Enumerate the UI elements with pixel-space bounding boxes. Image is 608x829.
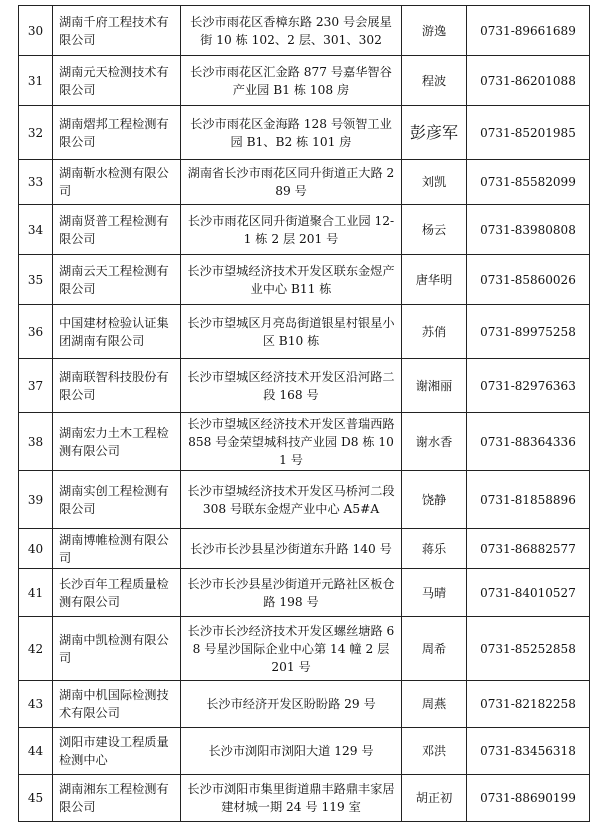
phone-number: 0731-89975258 xyxy=(467,305,590,359)
row-number: 30 xyxy=(19,6,53,56)
contact-person: 游逸 xyxy=(402,6,467,56)
row-number: 35 xyxy=(19,255,53,305)
address: 长沙市雨花区香樟东路 230 号会展星街 10 栋 102、2 层、301、302 xyxy=(181,6,402,56)
table-row xyxy=(19,471,590,529)
phone-number: 0731-86882577 xyxy=(467,529,590,569)
contact-person: 邓洪 xyxy=(402,728,467,775)
row-number: 41 xyxy=(19,569,53,617)
contact-person: 胡正初 xyxy=(402,775,467,822)
company-name: 湖南博帷检测有限公司 xyxy=(53,529,181,569)
phone-number: 0731-86201088 xyxy=(467,56,590,106)
phone-number: 0731-82976363 xyxy=(467,359,590,413)
table-row xyxy=(19,106,590,160)
company-name: 湖南熠邦工程检测有限公司 xyxy=(53,106,181,160)
contact-person: 周燕 xyxy=(402,681,467,728)
company-name: 浏阳市建设工程质量检测中心 xyxy=(53,728,181,775)
row-number: 40 xyxy=(19,529,53,569)
address: 长沙市雨花区同升街道聚合工业园 12-1 栋 2 层 201 号 xyxy=(181,205,402,255)
phone-number: 0731-81858896 xyxy=(467,471,590,529)
phone-number: 0731-88690199 xyxy=(467,775,590,822)
phone-number: 0731-85582099 xyxy=(467,160,590,205)
address: 长沙市长沙县星沙街道开元路社区板仓路 198 号 xyxy=(181,569,402,617)
row-number: 37 xyxy=(19,359,53,413)
contact-person: 谢湘丽 xyxy=(402,359,467,413)
company-name: 湖南云天工程检测有限公司 xyxy=(53,255,181,305)
table-row xyxy=(19,160,590,205)
company-name: 湖南实创工程检测有限公司 xyxy=(53,471,181,529)
row-number: 34 xyxy=(19,205,53,255)
address: 长沙市望城经济技术开发区联东金煜产业中心 B11 栋 xyxy=(181,255,402,305)
contact-person: 程波 xyxy=(402,56,467,106)
address: 长沙市望城区月亮岛街道银星村银星小区 B10 栋 xyxy=(181,305,402,359)
row-number: 32 xyxy=(19,106,53,160)
contact-person: 彭彦军 xyxy=(402,106,467,160)
company-name: 湖南联智科技股份有限公司 xyxy=(53,359,181,413)
contact-person: 杨云 xyxy=(402,205,467,255)
table-row xyxy=(19,413,590,471)
row-number: 45 xyxy=(19,775,53,822)
address: 长沙市望城经济技术开发区马桥河二段 308 号联东金煜产业中心 A5#A xyxy=(181,471,402,529)
company-name: 中国建材检验认证集团湖南有限公司 xyxy=(53,305,181,359)
company-name: 湖南元天检测技术有限公司 xyxy=(53,56,181,106)
company-name: 湖南中机国际检测技术有限公司 xyxy=(53,681,181,728)
row-number: 42 xyxy=(19,617,53,681)
contact-person: 谢水香 xyxy=(402,413,467,471)
company-name: 湖南贤普工程检测有限公司 xyxy=(53,205,181,255)
address: 长沙市长沙经济技术开发区螺丝塘路 68 号星沙国际企业中心第 14 幢 2 层 201 号 xyxy=(181,617,402,681)
row-number: 44 xyxy=(19,728,53,775)
contact-person: 苏俏 xyxy=(402,305,467,359)
row-number: 38 xyxy=(19,413,53,471)
phone-number: 0731-85201985 xyxy=(467,106,590,160)
table-row xyxy=(19,56,590,106)
company-name: 湖南千府工程技术有限公司 xyxy=(53,6,181,56)
company-name: 湖南宏力土木工程检测有限公司 xyxy=(53,413,181,471)
row-number: 33 xyxy=(19,160,53,205)
address: 长沙市经济开发区盼盼路 29 号 xyxy=(181,681,402,728)
row-number: 39 xyxy=(19,471,53,529)
phone-number: 0731-85860026 xyxy=(467,255,590,305)
phone-number: 0731-84010527 xyxy=(467,569,590,617)
contact-person: 刘凯 xyxy=(402,160,467,205)
address: 长沙市长沙县星沙街道东升路 140 号 xyxy=(181,529,402,569)
phone-number: 0731-82182258 xyxy=(467,681,590,728)
contact-person: 饶静 xyxy=(402,471,467,529)
company-name: 湖南湘东工程检测有限公司 xyxy=(53,775,181,822)
table-row xyxy=(19,205,590,255)
table-row xyxy=(19,529,590,569)
table-row xyxy=(19,617,590,681)
phone-number: 0731-83980808 xyxy=(467,205,590,255)
table-row xyxy=(19,569,590,617)
address: 长沙市雨花区金海路 128 号领智工业园 B1、B2 栋 101 房 xyxy=(181,106,402,160)
phone-number: 0731-89661689 xyxy=(467,6,590,56)
address: 湖南省长沙市雨花区同升街道正大路 289 号 xyxy=(181,160,402,205)
table-row xyxy=(19,6,590,56)
company-name: 湖南中凯检测有限公司 xyxy=(53,617,181,681)
table-row xyxy=(19,775,590,822)
address: 长沙市浏阳市集里街道鼎丰路鼎丰家居建材城一期 24 号 119 室 xyxy=(181,775,402,822)
row-number: 36 xyxy=(19,305,53,359)
table-row xyxy=(19,681,590,728)
table-row xyxy=(19,728,590,775)
phone-number: 0731-88364336 xyxy=(467,413,590,471)
contact-person: 蒋乐 xyxy=(402,529,467,569)
address: 长沙市望城区经济技术开发区沿河路二段 168 号 xyxy=(181,359,402,413)
contact-person: 周希 xyxy=(402,617,467,681)
company-name: 湖南靳水检测有限公司 xyxy=(53,160,181,205)
row-number: 31 xyxy=(19,56,53,106)
address: 长沙市望城区经济技术开发区普瑞西路 858 号金荣望城科技产业园 D8 栋 101 号 xyxy=(181,413,402,471)
address: 长沙市浏阳市浏阳大道 129 号 xyxy=(181,728,402,775)
company-name: 长沙百年工程质量检测有限公司 xyxy=(53,569,181,617)
table-row xyxy=(19,255,590,305)
company-table xyxy=(18,5,590,822)
table-row xyxy=(19,359,590,413)
address: 长沙市雨花区汇金路 877 号嘉华智谷产业园 B1 栋 108 房 xyxy=(181,56,402,106)
phone-number: 0731-83456318 xyxy=(467,728,590,775)
table-row xyxy=(19,305,590,359)
contact-person: 马晴 xyxy=(402,569,467,617)
contact-person: 唐华明 xyxy=(402,255,467,305)
row-number: 43 xyxy=(19,681,53,728)
phone-number: 0731-85252858 xyxy=(467,617,590,681)
